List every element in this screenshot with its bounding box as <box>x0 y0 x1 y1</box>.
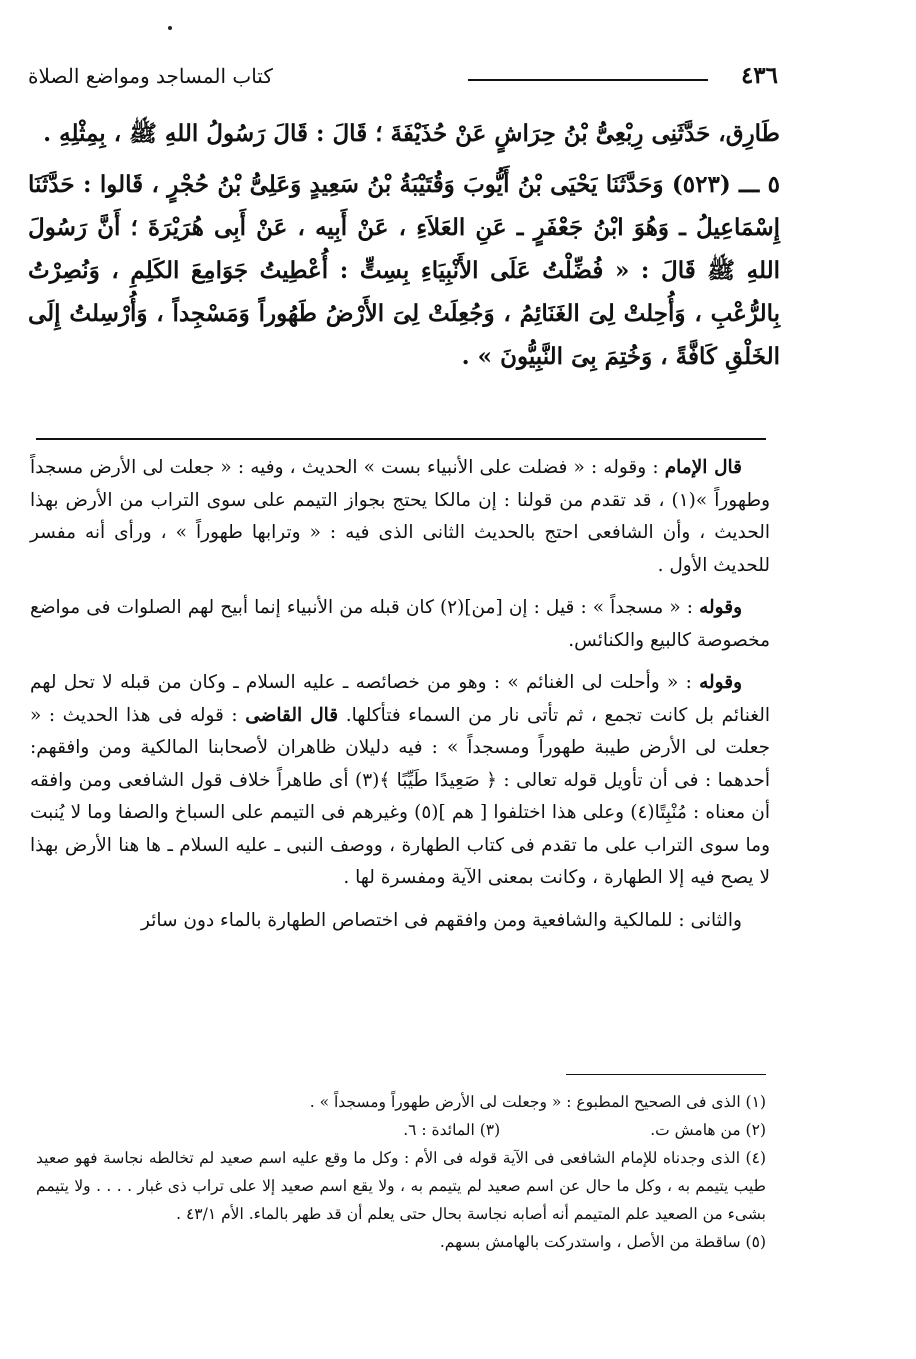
footnote-3: (٣) المائدة : ٦. <box>403 1121 501 1139</box>
commentary <box>30 452 770 947</box>
speaker-label: وقوله <box>699 597 742 618</box>
footnote-1: (١) الذى فى الصحيح المطبوع : « وجعلت لى الأرض طهوراً ومسجداً » . <box>309 1093 766 1111</box>
commentary-text: : وقوله : « فضلت على الأنبياء بست » الحديث ، وفيه : « جعلت لى الأرض مسجداً وطهوراً »(١) ، قد تقدم من قولنا : إن مالكا يحتج بجواز التيمم على سوى التراب من الأرض بهذا الحديث ، وأن الشافعى احتج بالحديث الثانى الذى فيه : « وترابها طهوراً » ، ورأى أنه مفسر للحديث الأول . <box>30 457 771 576</box>
header-rule <box>468 79 708 81</box>
commentary-text: : « مسجداً » : قيل : إن [من](٢) كان قبله من الأنبياء إنما أبيح لهم الصلوات فى مواضع مخصوصة كالبيع والكنائس. <box>30 597 770 651</box>
speaker-label: وقوله <box>699 672 742 693</box>
hadith-paragraph-2: ٥ ـــ (٥٢٣) وَحَدَّثَنَا يَحْيَى بْنُ أَيُّوبَ وَقُتَيْبَةُ بْنُ سَعِيدٍ وَعَلِىُّ بْنُ حُجْرٍ ، قَالوا : حَدَّثَنَا إِسْمَاعِيلُ ـ وَهُوَ ابْنُ جَعْفَرٍ ـ عَنِ العَلاَءِ ، عَنْ أَبِيه ، عَنْ أَبِى هُرَيْرَةَ ؛ أَنَّ رَسُولَ اللهِ ﷺ قَالَ : « فُضِّلْتُ عَلَى الأَنْبِيَاءِ بِسِتٍّ : أُعْطِيتُ جَوَامِعَ الكَلِمِ ، وَنُصِرْتُ بِالرُّعْبِ ، وَأُحِلتْ لِىَ الغَنَائِمُ ، وَجُعِلَتْ لِىَ الأَرْضُ طَهُوراً وَمَسْجِداً ، وَأُرْسِلتُ إِلَى الخَلْقِ كَافَّةً ، وَخُتِمَ بِىَ النَّبِيُّونَ » . <box>28 171 780 370</box>
footnote-5: (٥) ساقطة من الأصل ، واستدركت بالهامش بسهم. <box>439 1233 766 1251</box>
speaker-label: قال القاضى <box>245 704 339 726</box>
commentary-paragraph-4: والثانى : للمالكية والشافعية ومن وافقهم فى اختصاص الطهارة بالماء دون سائر <box>141 909 742 931</box>
commentary-text: : « وأحلت لى الغنائم » : وهو من خصائصه ـ عليه السلام ـ وكان من قبله لا تحل لهم الغنائم بل كانت تجمع ، ثم تأتى نار من السماء فتأكلها. <box>30 672 770 726</box>
speaker-label: قال الإمام <box>664 457 742 478</box>
commentary-paragraph-2 <box>30 592 770 657</box>
chapter-title: كتاب المساجد ومواضع الصلاة <box>28 64 273 88</box>
footnote-2: (٢) من هامش ت. <box>650 1121 766 1139</box>
commentary-text: : قوله فى هذا الحديث : « جعلت لى الأرض طيبة طهوراً ومسجداً » : فيه دليلان ظاهران لأصحابنا المالكية ومن وافقهم: أحدهما : فى أن تأويل قوله تعالى : ﴿ صَعِيدًا طَيِّبًا ﴾(٣) أى طاهراً خلاف قول الشافعى ومن وافقه أن معناه : مُنْبِتًا(٤) وعلى هذا اختلفوا [ هم ](٥) وغيرهم فى التيمم على السباخ والصفا وما لا يُنبت وما سوى التراب على ما تقدم فى كتاب الطهارة ، ووصف النبى ـ عليه السلام ـ ها هنا الأرض بهذا لا يصح فيه إلا الطهارة ، وكانت بمعنى الآية ومفسرة لها . <box>30 704 771 888</box>
hadith-paragraph-1: طَارِق، حَدَّثَنِى رِبْعِىُّ بْنُ حِرَاشٍ عَنْ حُذَيْفَةَ ؛ قَالَ : قَالَ رَسُولُ اللهِ ﷺ ، بِمِثْلِهِ . <box>43 120 780 147</box>
footnote-divider <box>566 1074 766 1075</box>
commentary-paragraph-1 <box>30 452 770 582</box>
ink-dot <box>168 26 172 30</box>
page-number: ٤٣٦ <box>740 62 778 89</box>
section-divider <box>36 438 766 440</box>
footnote-4: (٤) الذى وجدناه للإمام الشافعى فى الآية قوله فى الأم : وكل ما وقع عليه اسم صعيد لم تخالطه نجاسة فهو صعيد طيب يتيمم به ، وكل ما حال عن اسم صعيد لم يتيمم به ، ولا يقع اسم صعيد إلا على تراب ذى غبار . . . . ولا يتيمم بشىء من الصعيد علم المتيمم أنه أصابه نجاسة بحال حتى يعلم أن قد طهر بالماء. الأم ٤٣/١ . <box>36 1149 766 1223</box>
page-header <box>28 62 778 96</box>
footnotes <box>36 1088 766 1256</box>
footnote-row <box>36 1116 766 1144</box>
hadith-text <box>28 112 780 386</box>
commentary-paragraph-3 <box>30 667 770 895</box>
